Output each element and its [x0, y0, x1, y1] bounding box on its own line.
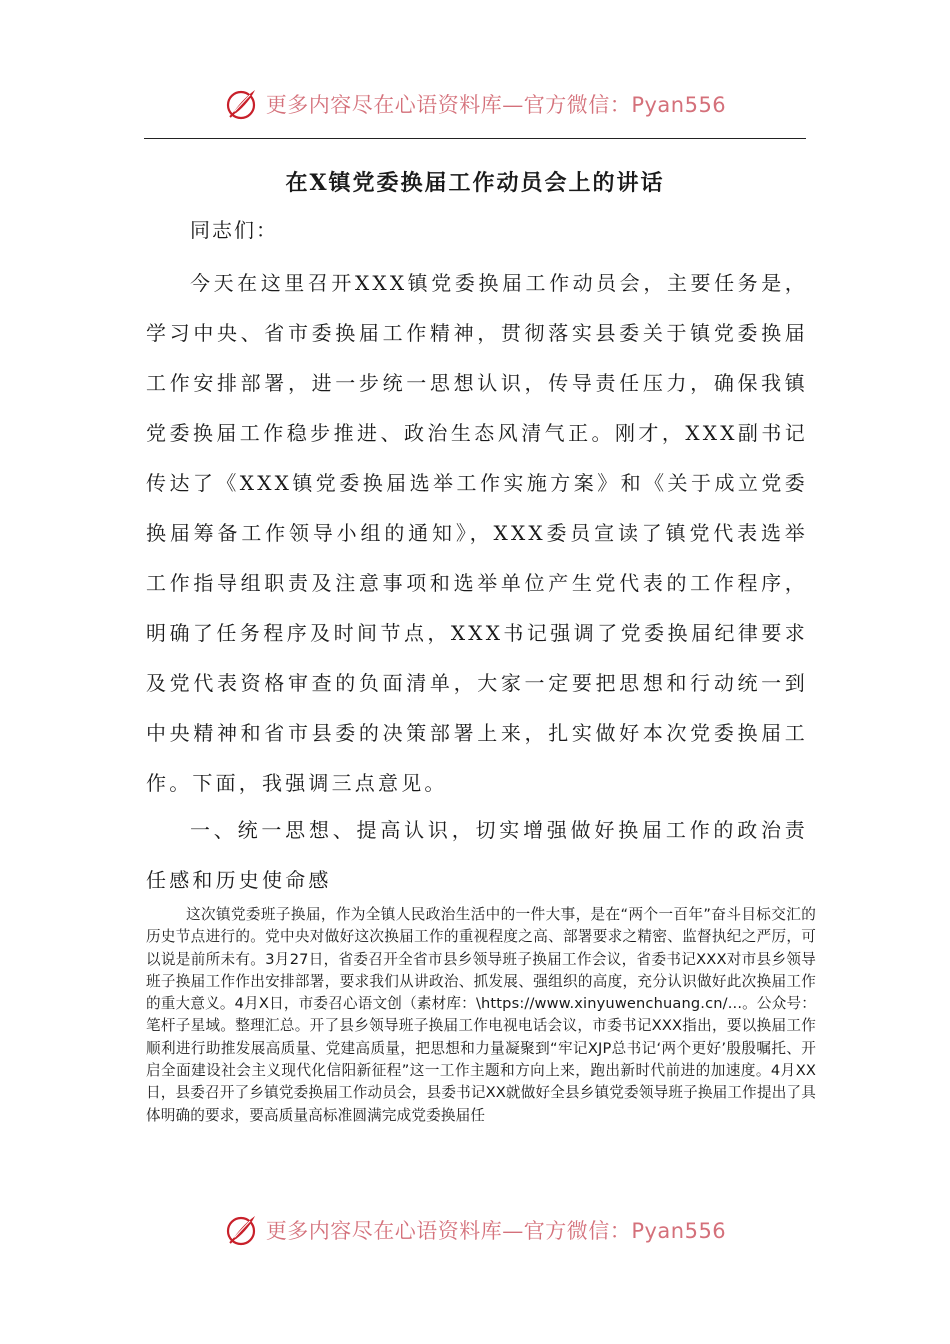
section-heading-1: 一、统一思想、提高认识，切实增强做好换届工作的政治责任感和历史使命感: [146, 818, 808, 892]
document-title: 在X镇党委换届工作动员会上的讲话: [285, 170, 665, 196]
salutation: 同志们：: [190, 218, 278, 242]
quill-logo-icon: [224, 1212, 260, 1248]
body-paragraph: 这次镇党委班子换届，作为全镇人民政治生活中的一件大事，是在“两个一百年”奋斗目标交汇的历史节点进行的。党中央对做好这次换届工作的重视程度之高、部署要求之精密、监督执纪之严厉，可以说是前所未有。3月27日，省委召开全省市县乡领导班子换届工作会议，省委书记XXX对市县乡领导班子换届工作作出安排部署，要求我们从讲政治、抓发展、强组织的高度，充分认识做好此次换届工作的重大意义。4月X日，市委召心语文创（素材库：\https://www.xinyuwenchuang.cn/...。公众号：笔杆子星域。整理汇总。开了县乡领导班子换届工作电视电话会议，市委书记XXX指出，要以换届工作顺利进行助推发展高质量、党建高质量，把思想和力量凝聚到“牢记XJP总书记‘两个更好’殷殷嘱托、开启全面建设社会主义现代化信阳新征程”这一工作主题和方向上来，跑出新时代前进的加速度。4月XX日，县委召开了乡镇党委换届工作动员会，县委书记XX就做好全县乡镇党委领导班子换届工作提出了具体明确的要求，要高质量高标准圆满完成党委换届任: [146, 906, 816, 1124]
header-wechat-id: Pyan556: [631, 93, 727, 117]
quill-logo-icon: [224, 86, 260, 122]
footer-banner: [0, 1208, 950, 1252]
header-banner: [0, 82, 950, 126]
header-divider: [144, 138, 806, 139]
intro-paragraph: 今天在这里召开XXX镇党委换届工作动员会，主要任务是，学习中央、省市委换届工作精神，贯彻落实县委关于镇党委换届工作安排部署，进一步统一思想认识，传导责任压力，确保我镇党委换届工作稳步推进、政治生态风清气正。刚才，XXX副书记传达了《XXX镇党委换届选举工作实施方案》和《关于成立党委换届筹备工作领导小组的通知》，XXX委员宣读了镇党代表选举工作指导组职责及注意事项和选举单位产生党代表的工作程序，明确了任务程序及时间节点，XXX书记强调了党委换届纪律要求及党代表资格审查的负面清单，大家一定要把思想和行动统一到中央精神和省市县委的决策部署上来，扎实做好本次党委换届工作。下面，我强调三点意见。: [146, 271, 808, 795]
header-banner-text: 更多内容尽在心语资料库—官方微信：Pyan556: [265, 93, 727, 117]
footer-banner-text: 更多内容尽在心语资料库—官方微信：Pyan556: [265, 1219, 727, 1243]
footer-wechat-id: Pyan556: [631, 1219, 727, 1243]
